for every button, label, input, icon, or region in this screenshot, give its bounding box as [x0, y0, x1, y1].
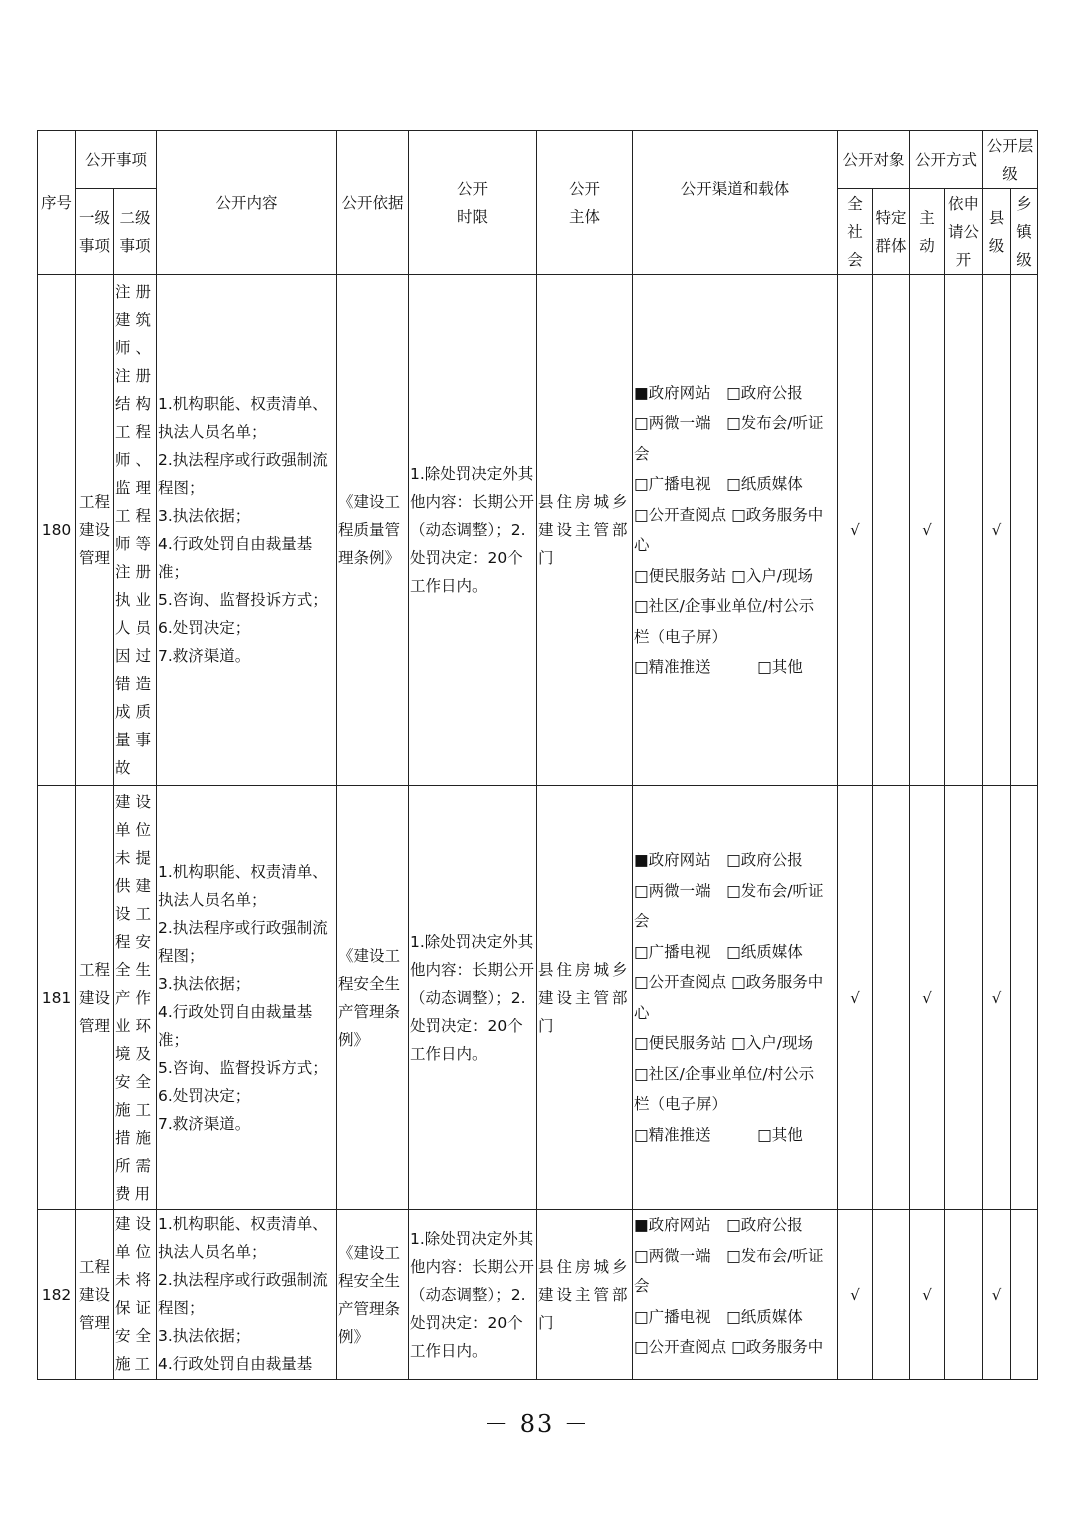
- row-all-society: √: [838, 1210, 873, 1380]
- row-time-limit: 1.除处罚决定外其他内容：长期公开（动态调整）；2.处罚决定：20个工作日内。: [409, 786, 537, 1210]
- row-channels: [633, 275, 838, 786]
- channel-line: 栏（电子屏）: [634, 1095, 728, 1113]
- header-level: 公开层 级: [983, 131, 1038, 189]
- row-item2: 建设单位未将保证安全施工: [114, 1210, 157, 1380]
- row-item2: 建设单位未提供建设工程安全生产作业环境及安全施工措施所需费用: [114, 786, 157, 1210]
- header-basis: 公开依据: [337, 131, 409, 275]
- row-seq: 182: [38, 1210, 76, 1380]
- row-all-society: √: [838, 275, 873, 786]
- row-township: [1011, 786, 1038, 1210]
- row-specific-group: [873, 786, 910, 1210]
- channel-line: □两微一端 □发布会/听证: [634, 414, 824, 432]
- row-item1: 工程 建设 管理: [76, 275, 114, 786]
- channel-line: □社区/企事业单位/村公示: [634, 1064, 815, 1083]
- header-content: 公开内容: [157, 131, 337, 275]
- row-time-limit: 1.除处罚决定外其他内容：长期公开（动态调整）；2.处罚决定：20个工作日内。: [409, 275, 537, 786]
- channel-line: □广播电视 □纸质媒体: [634, 1307, 803, 1326]
- header-target: 公开对象: [838, 131, 910, 189]
- row-active: √: [910, 275, 945, 786]
- channel-line: □便民服务站 □入户/现场: [634, 1034, 813, 1052]
- header-item1: 一级 事项: [76, 189, 114, 275]
- header-active: 主 动: [910, 189, 945, 275]
- channel-line: 心: [634, 536, 650, 554]
- channel-line: ■政府网站 □政府公报: [634, 1216, 803, 1234]
- channel-line: □公开查阅点 □政务服务中: [634, 1338, 824, 1356]
- channel-line: □公开查阅点 □政务服务中: [634, 505, 824, 524]
- row-item1: 工程 建设 管理: [76, 786, 114, 1210]
- row-all-society: √: [838, 786, 873, 1210]
- channel-line: □精准推送 □其他: [634, 1125, 803, 1144]
- table-row: [38, 786, 1038, 1210]
- page-number: － 83 －: [484, 1410, 590, 1438]
- table-row: [38, 275, 1038, 786]
- channel-line: 栏（电子屏）: [634, 627, 728, 646]
- row-specific-group: [873, 275, 910, 786]
- row-on-request: [945, 1210, 983, 1380]
- row-subject: 县住房城乡建设主管部门: [537, 1210, 633, 1380]
- channel-line: □公开查阅点 □政务服务中: [634, 973, 824, 991]
- channel-line: □精准推送 □其他: [634, 658, 803, 676]
- row-channels: [633, 786, 838, 1210]
- channel-line: 会: [634, 444, 650, 463]
- row-content: 1.机构职能、权责清单、执法人员名单； 2.执法程序或行政强制流程图； 3.执法依据； 4.行政处罚自由裁量基: [157, 1210, 337, 1380]
- channel-line: □两微一端 □发布会/听证: [634, 1246, 824, 1265]
- channel-line: 心: [634, 1003, 650, 1022]
- channel-line: □便民服务站 □入户/现场: [634, 566, 813, 585]
- row-specific-group: [873, 1210, 910, 1380]
- row-item1: 工程 建设 管理: [76, 1210, 114, 1380]
- header-all-society: 全 社 会: [838, 189, 873, 275]
- row-content: 1.机构职能、权责清单、执法人员名单； 2.执法程序或行政强制流程图； 3.执法依据； 4.行政处罚自由裁量基准； 5.咨询、监督投诉方式； 6.处罚决定； 7.救济渠道。: [157, 275, 337, 786]
- header-seq: 序号: [38, 131, 76, 275]
- channel-line: □两微一端 □发布会/听证: [634, 881, 824, 900]
- row-basis: 《建设工程安全生产管理条例》: [337, 786, 409, 1210]
- row-subject: 县住房城乡建设主管部门: [537, 275, 633, 786]
- header-subject: 公开 主体: [537, 131, 633, 275]
- row-county: √: [983, 1210, 1011, 1380]
- header-method: 公开方式: [910, 131, 983, 189]
- row-seq: 180: [38, 275, 76, 786]
- header-channel: 公开渠道和载体: [633, 131, 838, 275]
- row-basis: 《建设工程质量管理条例》: [337, 275, 409, 786]
- row-subject: 县住房城乡建设主管部门: [537, 786, 633, 1210]
- header-items: 公开事项: [76, 131, 157, 189]
- table-row: [38, 1210, 1038, 1380]
- channel-line: ■政府网站 □政府公报: [634, 851, 803, 869]
- channel-line: □广播电视 □纸质媒体: [634, 942, 803, 961]
- channel-line: □广播电视 □纸质媒体: [634, 475, 803, 493]
- row-content: 1.机构职能、权责清单、执法人员名单； 2.执法程序或行政强制流程图； 3.执法依据； 4.行政处罚自由裁量基准； 5.咨询、监督投诉方式； 6.处罚决定； 7.救济渠道。: [157, 786, 337, 1210]
- row-channels: [633, 1210, 838, 1380]
- channel-line: □社区/企事业单位/村公示: [634, 597, 815, 615]
- header-specific-group: 特定 群体: [873, 189, 910, 275]
- disclosure-table: [37, 130, 1038, 1380]
- header-county: 县 级: [983, 189, 1011, 275]
- header-township: 乡 镇 级: [1011, 189, 1038, 275]
- row-county: √: [983, 786, 1011, 1210]
- row-active: √: [910, 1210, 945, 1380]
- channel-line: ■政府网站 □政府公报: [634, 383, 803, 402]
- row-on-request: [945, 275, 983, 786]
- row-item2: 注册建筑师、注册结构工程师、监理工程师等注册执业人员因过错造成质量事故: [114, 275, 157, 786]
- row-basis: 《建设工程安全生产管理条例》: [337, 1210, 409, 1380]
- row-seq: 181: [38, 786, 76, 1210]
- row-on-request: [945, 786, 983, 1210]
- header-on-request: 依申 请公 开: [945, 189, 983, 275]
- row-active: √: [910, 786, 945, 1210]
- channel-line: 会: [634, 1277, 650, 1295]
- row-township: [1011, 1210, 1038, 1380]
- row-time-limit: 1.除处罚决定外其他内容：长期公开（动态调整）；2.处罚决定：20个工作日内。: [409, 1210, 537, 1380]
- row-county: √: [983, 275, 1011, 786]
- header-item2: 二级 事项: [114, 189, 157, 275]
- channel-line: 会: [634, 912, 650, 930]
- header-time-limit: 公开 时限: [409, 131, 537, 275]
- header-row-1: [38, 131, 1038, 189]
- row-township: [1011, 275, 1038, 786]
